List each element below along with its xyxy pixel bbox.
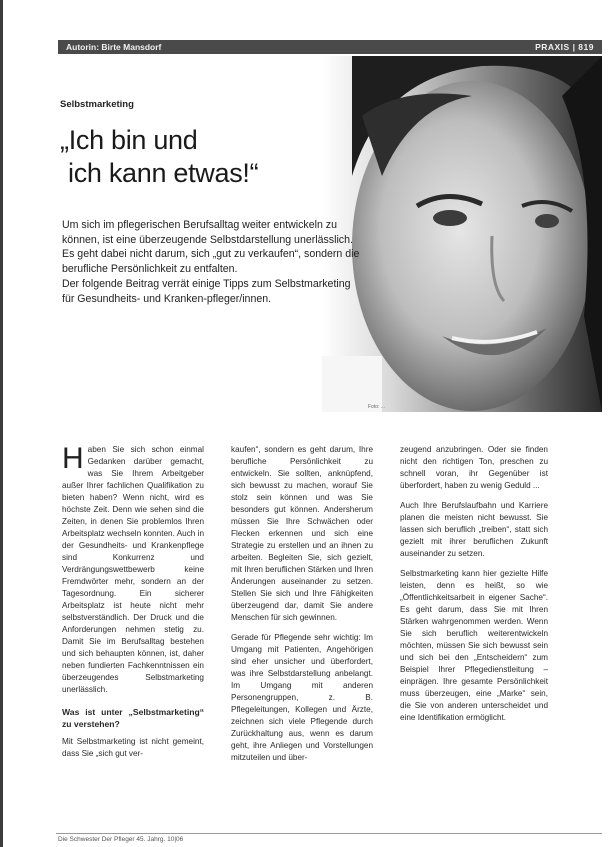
- article-lead: [62, 218, 362, 306]
- body-paragraph: kaufen“, sondern es geht darum, Ihre berufliche Persönlichkeit zu entwickeln. Sie sollten, anknüpfend, sich bewusst zu machen, worauf Sie stolz sein können und was Sie besonders gut können. Andersherum müssen Sie Ihre Schwächen oder Flecken erkennen und sich eine Strategie zu erstellen und an ihnen zu arbeiten. Begleiten Sie, sich gezielt, mit Ihren beruflichen Stärken und Ihren Änderungen auseinander zu setzen. Stellen Sie sich und Ihre Fähigkeiten überzeugend dar, damit Sie andere Menschen für sich gewinnen.: [231, 445, 373, 622]
- portrait-image: [322, 56, 602, 412]
- footer-rule: [56, 833, 602, 834]
- lead-paragraph-1: Um sich im pflegerischen Berufsalltag weiter entwickeln zu können, ist eine überzeugende Selbstdarstellung unerlässlich. Es geht dabei nicht darum, sich „gut zu verkaufen“, sondern die berufliche Persönlichkeit zu entfalten.: [62, 219, 360, 276]
- portrait-photo: [322, 56, 602, 412]
- article-kicker: Selbstmarketing: [60, 99, 134, 110]
- page-binding-edge: [0, 0, 3, 847]
- body-column-1: [62, 444, 204, 760]
- article-headline: [60, 124, 320, 190]
- author-line: Autorin: Birte Mansdorf: [66, 42, 162, 52]
- body-paragraph: Mit Selbstmarketing ist nicht gemeint, dass Sie „sich gut ver-: [62, 737, 204, 758]
- headline-line-2: ich kann etwas!“: [68, 158, 259, 188]
- body-column-3: [400, 444, 548, 724]
- body-paragraph: [62, 444, 204, 696]
- section-page-label: PRAXIS | 819: [535, 42, 594, 52]
- drop-cap: H: [62, 442, 84, 475]
- body-column-2: [231, 444, 373, 764]
- headline-line-1: „Ich bin und: [60, 125, 198, 155]
- body-paragraph: zeugend anzubringen. Oder sie finden nicht den richtigen Ton, preschen zu schnell voran, ihr Gegenüber ist überfordert, haben zu wenig Geduld ...: [400, 445, 548, 490]
- body-paragraph: Gerade für Pflegende sehr wichtig: Im Umgang mit Patienten, Angehörigen sind eher unsicher und überfordert, was ihre Selbstdarstellung anbelangt. Im Umgang mit anderen Personengruppen, z. B. Pflegeleitungen, Kollegen und Ärzte, zeichnen sich viele Pflegende durch Zurückhaltung aus, wenn es darum geht, ihre Anliegen und Vorstellungen mitzuteilen und über-: [231, 633, 373, 762]
- footer-citation: Die Schwester Der Pfleger 45. Jahrg. 10|06: [58, 836, 184, 843]
- body-paragraph: Auch Ihre Berufslaufbahn und Karriere planen die meisten nicht bewusst. Sie lassen sich beruflich „treiben“, statt sich gezielt mit ihrer beruflichen Zukunft auseinander zu setzen.: [400, 501, 548, 558]
- photo-credit: Foto: ...: [368, 404, 385, 410]
- body-text: aben Sie sich schon einmal Gedanken darüber gemacht, was Sie Ihrem Arbeitgeber außer Ihrer fachlichen Qualifikation zu bieten haben? Wenn nicht, wird es höchste Zeit. Denn wie sehen sind die Zeiten, in denen Sie problemlos Ihren Arbeitsplatz wechseln konnten. Auch in der Gesundheits- und Krankenpflege sind Konkurrenz und Verdrängungswettbewerb keine Fremdwörter mehr, sondern an der Tagesordnung. Ein sicherer Arbeitsplatz ist heute nicht mehr selbstverständlich. Der Druck und die Anforderungen nehmen stetig zu. Damit Sie im Berufsalltag bestehen und sich behaupten können, ist, daher neben fundierten Fachkenntnissen ein überzeugendes Selbstmarketing unerlässlich.: [62, 445, 205, 694]
- body-paragraph: Selbstmarketing kann hier gezielte Hilfe leisten, denn es heißt, so wie „Öffentlichkeitsarbeit in eigener Sache“. Es geht darum, dass Sie mit Ihren Stärken wahrgenommen werden. Wenn Sie sich beruflich weiterentwickeln möchten, müssen Sie sich bewusst sein und sich bei den „Entscheidern“ zum Beispiel Ihrer Pflegedienstleitung – einprägen. Ihre gesamte Persönlichkeit muss überzeugen, eine „Marke“ sein, die Sie von anderen unterscheidet und eine Identifikation ermöglicht.: [400, 569, 548, 722]
- lead-paragraph-2: Der folgende Beitrag verrät einige Tipps zum Selbstmarketing für Gesundheits- und Kranken-pfleger/innen.: [62, 277, 351, 305]
- section-subheading: Was ist unter „Selbstmarketing“ zu verstehen?: [62, 707, 204, 729]
